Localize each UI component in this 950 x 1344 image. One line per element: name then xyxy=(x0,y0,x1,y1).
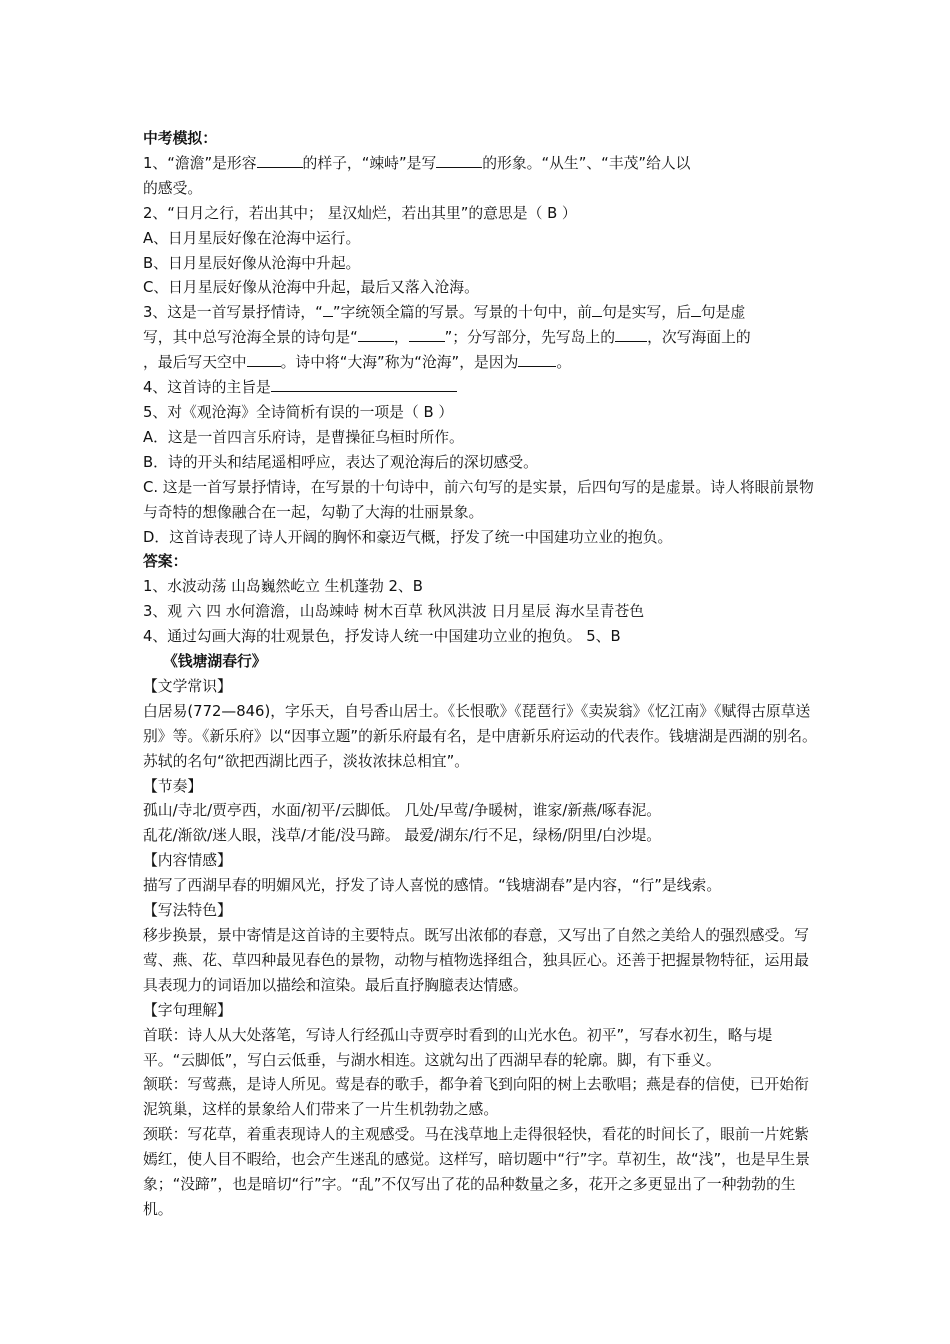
answer-line: 3、观 六 四 水何澹澹，山岛竦峙 树木百草 秋风洪波 日月星辰 海水呈青苍色 xyxy=(143,603,645,621)
question-5-option-a: A．这是一首四言乐府诗，是曹操征乌桓时所作。 xyxy=(143,428,464,446)
third-couplet-analysis: 颈联：写花草，着重表现诗人的主观感受。马在浅草地上走得很轻快，看花的时间长了，眼前一片姹紫嫣红，使人目不暇给，也会产生迷乱的感觉。这样写，暗切题中“行”字。草初生，故“浅”，也是早生景象；“没蹄”，也是暗切“行”字。“乱”不仅写出了花的品种数量之多，花开之多更显出了一种勃勃的生机。 xyxy=(143,1126,810,1218)
question-5-option-b: B．诗的开头和结尾遥相呼应，表达了观沧海后的深切感受。 xyxy=(143,453,538,471)
question-2-option-a: A、日月星辰好像在沧海中运行。 xyxy=(143,229,361,247)
answer-blank xyxy=(271,377,457,392)
answer-blank xyxy=(592,302,602,317)
question-5-option-c: C. 这是一首写景抒情诗，在写景的十句诗中，前六句写的是实景，后四句写的是虚景。诗人将眼前景物与奇特的想像融合在一起，勾勒了大海的壮丽景象。 xyxy=(143,478,814,521)
phrase-understanding-heading: 【字句理解】 xyxy=(143,1001,232,1019)
question-2-option-b: B、日月星辰好像从沧海中升起。 xyxy=(143,254,361,272)
answer-blank xyxy=(358,327,394,342)
second-couplet-analysis: 颔联：写莺燕，是诗人所见。莺是春的歌手，都争着飞到向阳的树上去歌唱；燕是春的信使，已开始衔泥筑巢，这样的景象给人们带来了一片生机勃勃之感。 xyxy=(143,1076,809,1119)
answer-blank xyxy=(615,327,647,342)
literary-knowledge-text: 白居易(772—846)，字乐天，自号香山居士。《长恨歌》《琵琶行》《卖炭翁》《忆江南》《赋得古原草送别》等。《新乐府》以“因事立题”的新乐府最有名，是中唐新乐府运动的代表作。钱塘湖是西湖的别名。苏轼的名句“欲把西湖比西子，淡妆浓抹总相宜”。 xyxy=(143,702,817,770)
answer-blank xyxy=(257,153,303,168)
question-3-line-3: ，最后写天空中 。诗中将“大海”称为“沧海”，是因为 。 xyxy=(143,354,572,372)
document-body xyxy=(143,127,823,1223)
answer-blank xyxy=(323,302,333,317)
answer-blank xyxy=(691,302,701,317)
question-1-line-1: 1、“澹澹”是形容 的样子，“竦峙”是写 的形象。“从生”、“丰茂”给人以 xyxy=(143,154,691,172)
question-3-line-2: 写，其中总写沧海全景的诗句是“ ， ”；分写部分，先写岛上的 ，次写海面上的 xyxy=(143,329,751,347)
question-2-stem: 2、“日月之行，若出其中； 星汉灿烂，若出其里”的意思是（ B ） xyxy=(143,204,577,222)
writing-style-heading: 【写法特色】 xyxy=(143,902,232,920)
answer-blank xyxy=(436,153,482,168)
question-3-line-1: 3、这是一首写景抒情诗，“ ”字统领全篇的写景。写景的十句中，前 句是实写，后 句是虚 xyxy=(143,304,746,322)
writing-style-text: 移步换景，景中寄情是这首诗的主要特点。既写出浓郁的春意，又写出了自然之美给人的强烈感受。写莺、燕、花、草四种最见春色的景物，动物与植物选择组合，独具匠心。还善于把握景物特征，运用最具表现力的词语加以描绘和渲染。最后直抒胸臆表达情感。 xyxy=(143,927,809,994)
mock-exam-heading: 中考模拟： xyxy=(143,130,217,147)
rhythm-line: 孤山/寺北/贾亭西，水面/初平/云脚低。 几处/早莺/争暖树，谁家/新燕/啄春泥。 xyxy=(143,802,662,820)
answer-blank xyxy=(247,352,281,367)
answer-blank xyxy=(409,327,445,342)
question-1-line-2: 的感受。 xyxy=(143,179,203,197)
question-2-option-c: C、日月星辰好像从沧海中升起，最后又落入沧海。 xyxy=(143,279,479,297)
answer-blank xyxy=(518,352,556,367)
answer-line: 1、水波动荡 山岛巍然屹立 生机蓬勃 2、B xyxy=(143,578,423,596)
poem-title: 《钱塘湖春行》 xyxy=(163,653,267,671)
answer-line: 4、通过勾画大海的壮观景色，抒发诗人统一中国建功立业的抱负。 5、B xyxy=(143,628,621,646)
question-5-stem: 5、对《观沧海》全诗简析有误的一项是（ B ） xyxy=(143,403,454,421)
rhythm-heading: 【节奏】 xyxy=(143,777,203,795)
content-emotion-heading: 【内容情感】 xyxy=(143,852,232,870)
literary-knowledge-heading: 【文学常识】 xyxy=(143,677,232,695)
question-4: 4、这首诗的主旨是 xyxy=(143,376,823,401)
rhythm-line: 乱花/渐欲/迷人眼，浅草/才能/没马蹄。 最爱/湖东/行不足，绿杨/阴里/白沙堤。 xyxy=(143,827,662,845)
content-emotion-text: 描写了西湖早春的明媚风光，抒发了诗人喜悦的感情。“钱塘湖春”是内容，“行”是线索。 xyxy=(143,877,722,895)
first-couplet-analysis: 首联：诗人从大处落笔，写诗人行经孤山寺贾亭时看到的山光水色。初平”，写春水初生，略与堤平。“云脚低”，写白云低垂，与湖水相连。这就勾出了西湖早春的轮廓。脚，有下垂义。 xyxy=(143,1026,773,1069)
question-5-option-d: D．这首诗表现了诗人开阔的胸怀和豪迈气概，抒发了统一中国建功立业的抱负。 xyxy=(143,528,673,546)
answer-heading: 答案： xyxy=(143,553,188,571)
